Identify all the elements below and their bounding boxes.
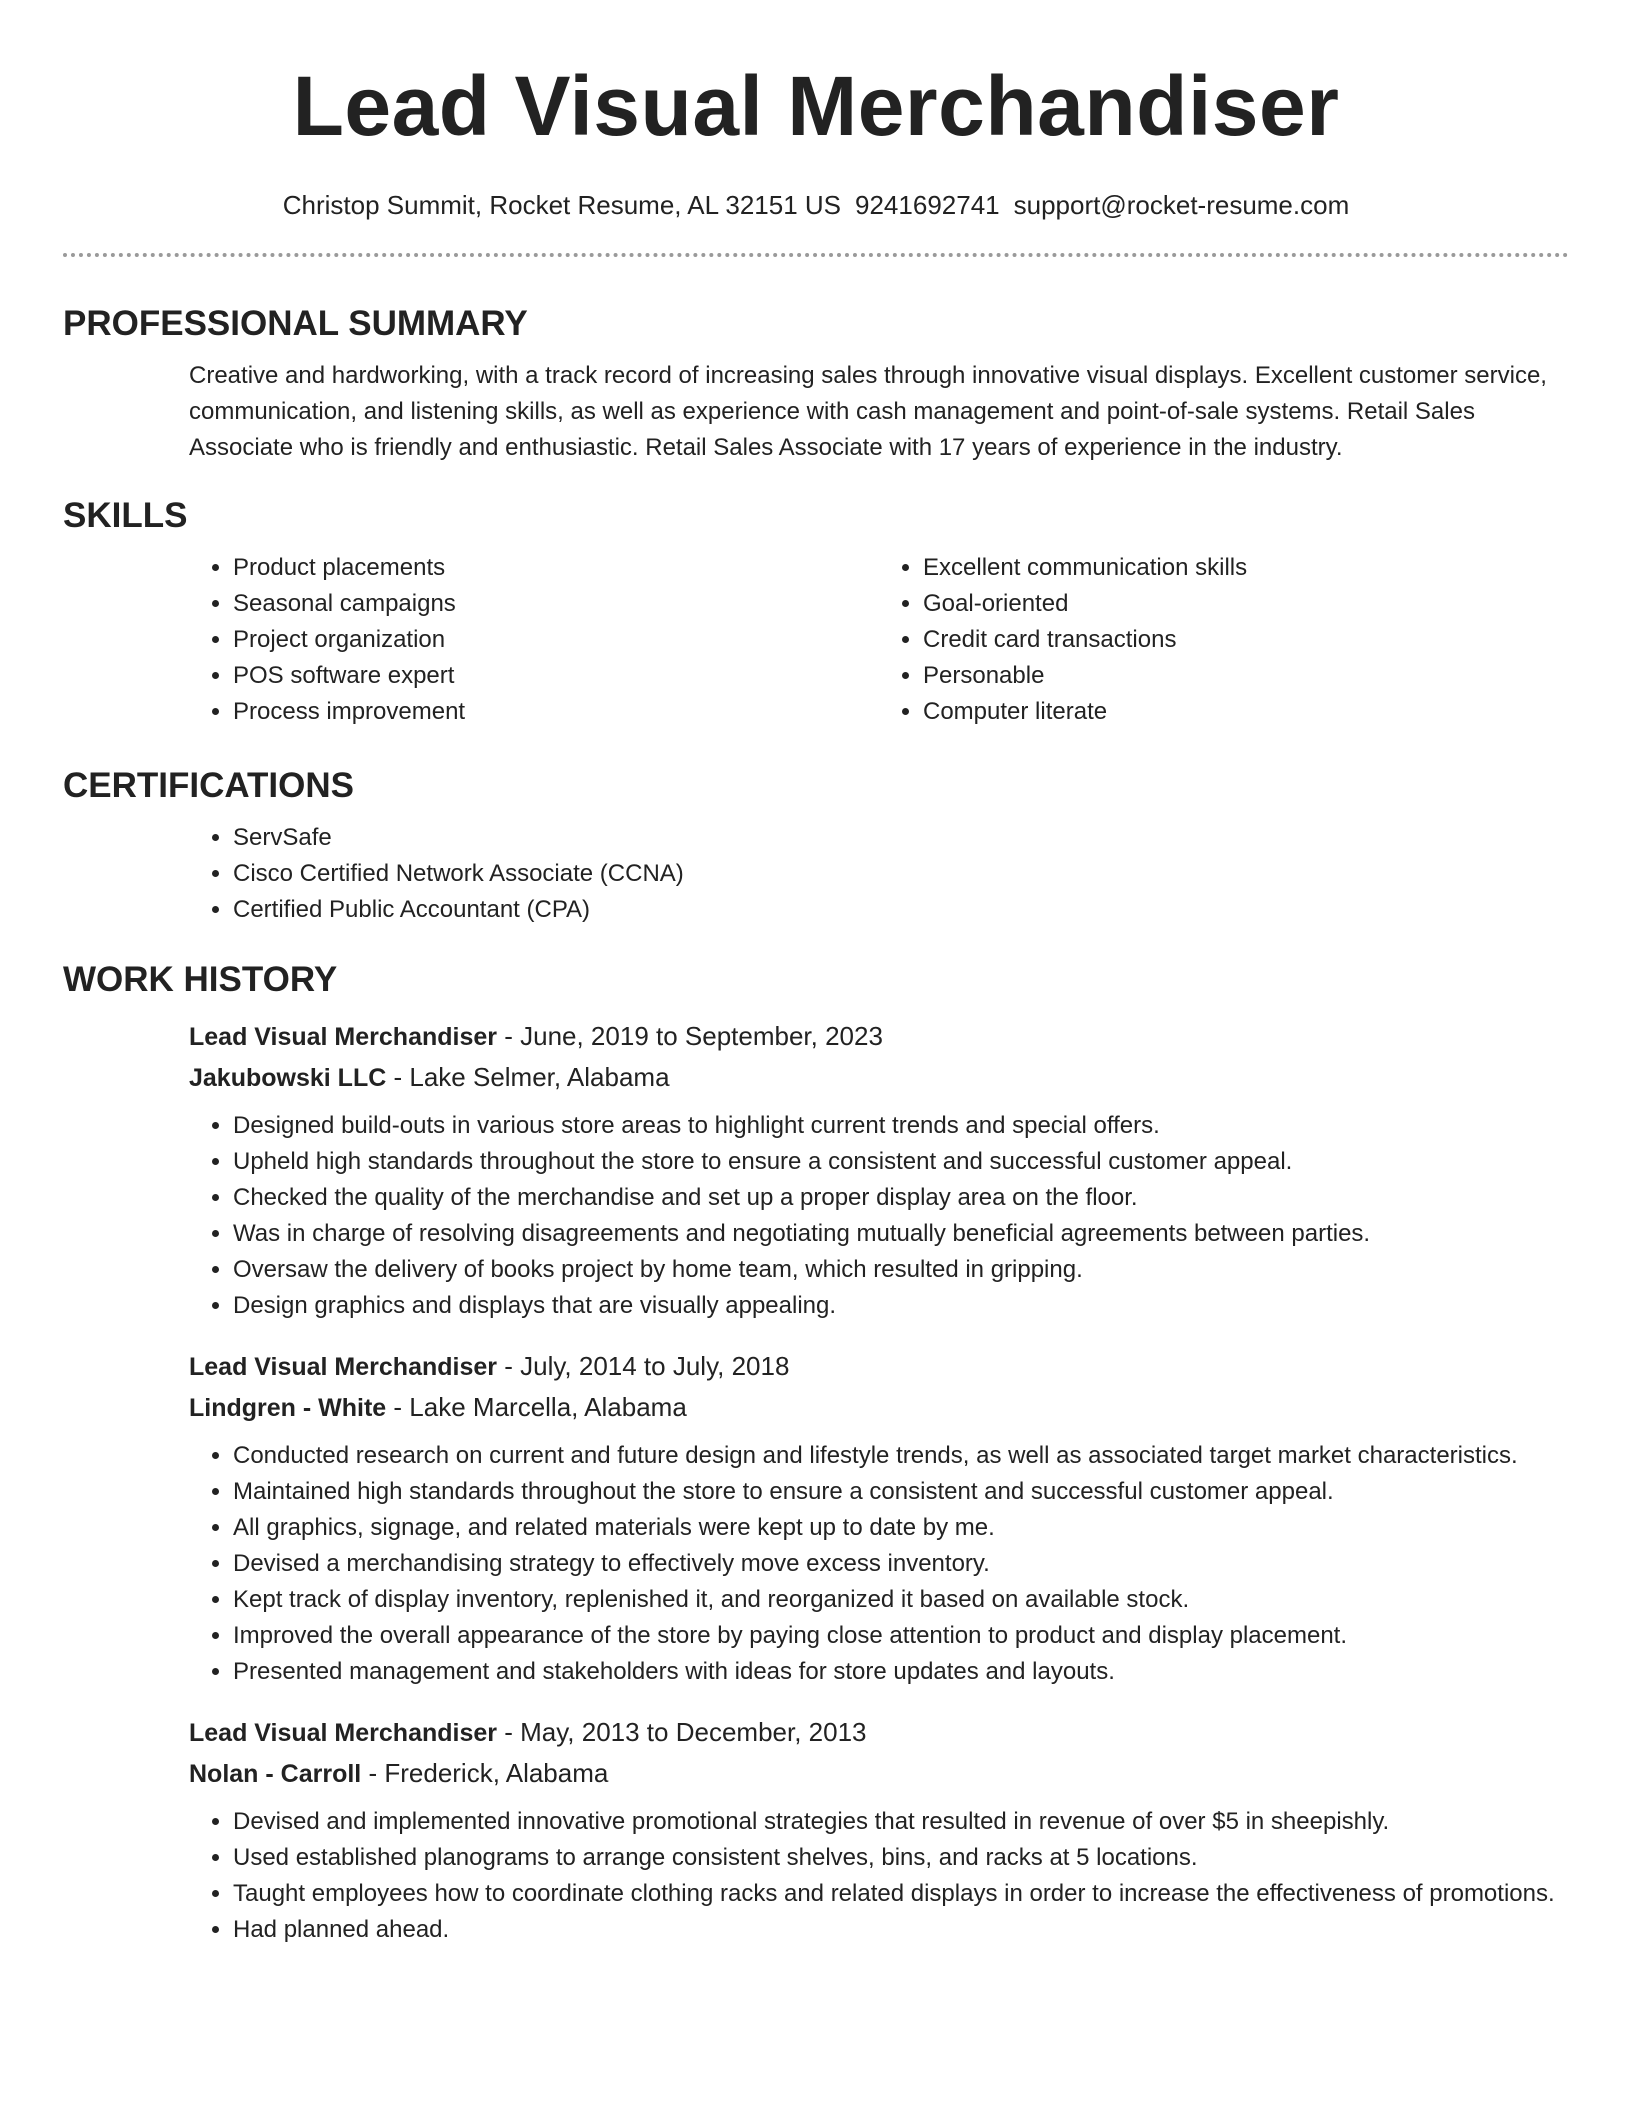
job-bullet: • Maintained high standards throughout the store to ensure a consistent and successful customer appeal.: [233, 1474, 1569, 1510]
job-bullet: • Upheld high standards throughout the store to ensure a consistent and successful customer appeal.: [233, 1144, 1569, 1180]
job-bullet: • Presented management and stakeholders with ideas for store updates and layouts.: [233, 1654, 1569, 1690]
job-bullet: • Checked the quality of the merchandise and set up a proper display area on the floor.: [233, 1180, 1569, 1216]
job-bullet: • Design graphics and displays that are visually appealing.: [233, 1288, 1569, 1324]
certification-item: • ServSafe: [233, 820, 1569, 856]
job-bullet: • Devised and implemented innovative promotional strategies that resulted in revenue of over $5 in sheepishly.: [233, 1804, 1569, 1840]
header-divider: [63, 253, 1569, 257]
job-bullet: • Had planned ahead.: [233, 1912, 1569, 1948]
skill-item: • Goal-oriented: [923, 586, 1569, 622]
job-company: Jakubowski LLC: [189, 1064, 387, 1092]
job-company: Lindgren - White: [189, 1394, 387, 1422]
job-bullet: • Kept track of display inventory, replenished it, and reorganized it based on available stock.: [233, 1582, 1569, 1618]
job-bullets: [189, 1108, 1569, 1324]
skills-section: [63, 494, 1569, 730]
certifications-list: [189, 820, 1569, 928]
summary-text: Creative and hardworking, with a track record of increasing sales through innovative visual displays. Excellent customer service, communication, and listening skills, as well as experience with cash management and point-of-sale systems. Retail Sales Associate who is friendly and enthusiastic. Retail Sales Associate with 17 years of experience in the industry.: [189, 362, 1547, 461]
job-location: - Lake Selmer, Alabama: [386, 1062, 670, 1092]
job-role: Lead Visual Merchandiser: [189, 1023, 497, 1051]
skill-item: • Process improvement: [233, 694, 879, 730]
job-bullet: • Improved the overall appearance of the store by paying close attention to product and display placement.: [233, 1618, 1569, 1654]
certification-item: • Certified Public Accountant (CPA): [233, 892, 1569, 928]
work-history-heading: WORK HISTORY: [63, 960, 338, 999]
job-role-line: [189, 1346, 1569, 1387]
skill-item: • Project organization: [233, 622, 879, 658]
skills-heading: SKILLS: [63, 496, 188, 535]
job-entry: [189, 1346, 1569, 1690]
skill-item: • Computer literate: [923, 694, 1569, 730]
job-bullet: • Devised a merchandising strategy to effectively move excess inventory.: [233, 1546, 1569, 1582]
job-company: Nolan - Carroll: [189, 1760, 362, 1788]
skill-item: • Seasonal campaigns: [233, 586, 879, 622]
resume-title: Lead Visual Merchandiser: [292, 59, 1340, 153]
work-history-section: [63, 958, 1569, 1948]
job-role: Lead Visual Merchandiser: [189, 1353, 497, 1381]
job-dates: - June, 2019 to September, 2023: [497, 1021, 883, 1051]
summary-section: [63, 302, 1569, 466]
job-dates: - July, 2014 to July, 2018: [497, 1351, 790, 1381]
skill-item: • Excellent communication skills: [923, 550, 1569, 586]
contact-line: [63, 190, 1569, 220]
job-company-line: [189, 1387, 1569, 1428]
job-role-line: [189, 1016, 1569, 1057]
job-role: Lead Visual Merchandiser: [189, 1719, 497, 1747]
job-bullet: • Conducted research on current and future design and lifestyle trends, as well as associated target market characteristics.: [233, 1438, 1569, 1474]
job-company-line: [189, 1057, 1569, 1098]
skill-item: • Credit card transactions: [923, 622, 1569, 658]
job-entry: [189, 1016, 1569, 1324]
job-bullet: • Designed build-outs in various store areas to highlight current trends and special offers.: [233, 1108, 1569, 1144]
certification-item: • Cisco Certified Network Associate (CCNA): [233, 856, 1569, 892]
job-bullets: [189, 1804, 1569, 1948]
skills-list-left: [189, 550, 879, 730]
skill-item: • POS software expert: [233, 658, 879, 694]
certifications-heading: CERTIFICATIONS: [63, 766, 355, 805]
job-location: - Lake Marcella, Alabama: [386, 1392, 687, 1422]
skills-list-right: [879, 550, 1569, 730]
certifications-section: [63, 764, 1569, 928]
skill-item: • Product placements: [233, 550, 879, 586]
job-entry: [189, 1712, 1569, 1948]
job-bullets: [189, 1438, 1569, 1690]
job-bullet: • Was in charge of resolving disagreements and negotiating mutually beneficial agreements between parties.: [233, 1216, 1569, 1252]
contact-email: support@rocket-resume.com: [1013, 190, 1350, 220]
contact-phone: 9241692741: [855, 190, 1000, 220]
summary-heading: PROFESSIONAL SUMMARY: [63, 304, 528, 343]
job-company-line: [189, 1753, 1569, 1794]
job-location: - Frederick, Alabama: [361, 1758, 609, 1788]
job-bullet: • Oversaw the delivery of books project by home team, which resulted in gripping.: [233, 1252, 1569, 1288]
job-bullet: • Used established planograms to arrange consistent shelves, bins, and racks at 5 locations.: [233, 1840, 1569, 1876]
job-role-line: [189, 1712, 1569, 1753]
job-dates: - May, 2013 to December, 2013: [497, 1717, 867, 1747]
job-bullet: • Taught employees how to coordinate clothing racks and related displays in order to increase the effectiveness of promotions.: [233, 1876, 1569, 1912]
job-bullet: • All graphics, signage, and related materials were kept up to date by me.: [233, 1510, 1569, 1546]
contact-address: Christop Summit, Rocket Resume, AL 32151 US: [282, 190, 842, 220]
skill-item: • Personable: [923, 658, 1569, 694]
